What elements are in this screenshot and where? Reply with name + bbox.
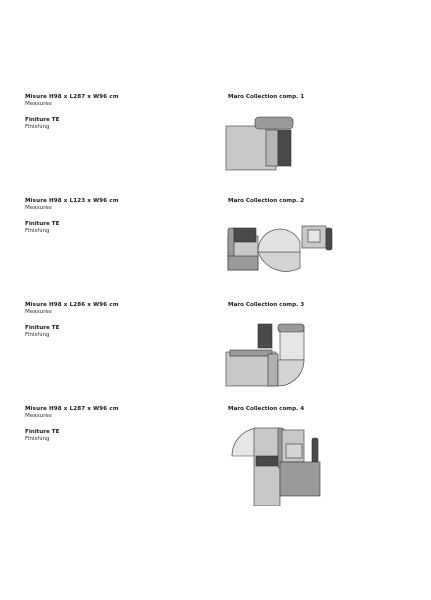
curved-module-top	[258, 229, 300, 252]
seat-cushion	[266, 130, 278, 166]
base-cushion	[268, 354, 278, 386]
composition-title: Maro Collection comp. 3	[228, 302, 305, 308]
finish-sub-label: Finishing	[25, 436, 50, 442]
composition-title: Maro Collection comp. 2	[228, 198, 305, 204]
spec-column	[25, 94, 195, 131]
finish-sub-label: Finishing	[25, 124, 50, 130]
composition-block-1	[0, 94, 431, 198]
right-cushion	[286, 444, 302, 458]
finish-label: Finiture TE	[25, 117, 60, 123]
curved-module-bottom	[258, 252, 300, 271]
left-backrest	[256, 456, 278, 466]
left-backrest	[232, 228, 256, 242]
sofa-plan-2	[220, 206, 340, 298]
right-cushion	[308, 230, 320, 242]
curved-chaise	[278, 360, 304, 386]
chaise-backrest	[278, 130, 291, 166]
finish-sub-label: Finishing	[25, 228, 50, 234]
sofa-plan-4	[220, 414, 340, 506]
finish-label: Finiture TE	[25, 221, 60, 227]
measure-label: Misure H98 x L287 x W96 cm	[25, 94, 119, 100]
right-armrest	[326, 228, 332, 250]
composition-block-4	[0, 406, 431, 510]
armrest-back	[255, 117, 293, 129]
composition-block-3	[0, 302, 431, 406]
spec-column	[25, 302, 195, 339]
finish-label: Finiture TE	[25, 325, 60, 331]
measure-label: Misure H98 x L286 x W96 cm	[25, 302, 119, 308]
left-module	[254, 428, 280, 506]
measure-label: Misure H98 x L287 x W96 cm	[25, 406, 119, 412]
measure-sub-label: Measures	[25, 309, 52, 315]
measure-sub-label: Measures	[25, 205, 52, 211]
finish-sub-label: Finishing	[25, 332, 50, 338]
spec-column	[25, 406, 195, 443]
left-armrest	[228, 228, 234, 258]
measure-sub-label: Measures	[25, 101, 52, 107]
left-seat	[228, 256, 258, 270]
composition-title: Maro Collection comp. 4	[228, 406, 305, 412]
base-backrest	[230, 350, 272, 356]
sofa-plan-1	[220, 102, 340, 194]
spec-column	[25, 198, 195, 235]
composition-title: Maro Collection comp. 1	[228, 94, 305, 100]
measure-label: Misure H98 x L123 x W96 cm	[25, 198, 119, 204]
backrest-dark	[258, 324, 272, 348]
finish-label: Finiture TE	[25, 429, 60, 435]
composition-block-2	[0, 198, 431, 302]
right-seat	[280, 462, 320, 496]
measure-sub-label: Measures	[25, 413, 52, 419]
corner-armrest	[278, 324, 304, 332]
sofa-plan-3	[220, 310, 340, 402]
